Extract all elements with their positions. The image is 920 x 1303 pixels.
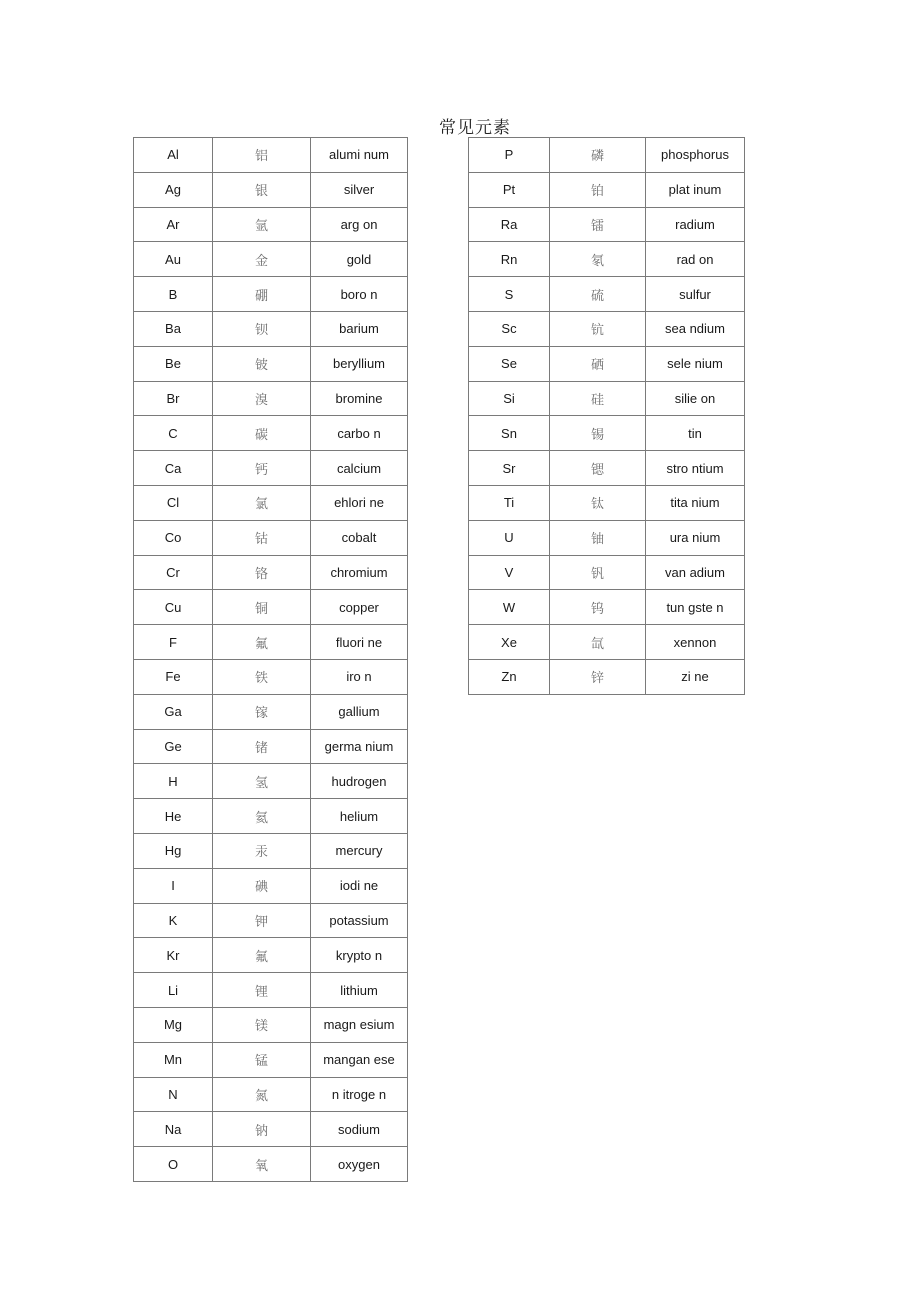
table-row xyxy=(134,1112,408,1147)
element-english-name: copper xyxy=(311,590,408,625)
element-symbol: Cl xyxy=(134,485,213,520)
element-chinese-name: 锰 xyxy=(213,1042,311,1077)
element-chinese-name: 铀 xyxy=(550,520,646,555)
table-row xyxy=(134,833,408,868)
element-symbol: U xyxy=(469,520,550,555)
element-symbol: Rn xyxy=(469,242,550,277)
element-symbol: K xyxy=(134,903,213,938)
table-row xyxy=(469,625,745,660)
element-chinese-name: 氧 xyxy=(213,1147,311,1182)
element-english-name: zi ne xyxy=(646,659,745,694)
element-chinese-name: 汞 xyxy=(213,833,311,868)
element-chinese-name: 溴 xyxy=(213,381,311,416)
element-chinese-name: 氮 xyxy=(213,1077,311,1112)
element-english-name: tun gste n xyxy=(646,590,745,625)
element-symbol: Ra xyxy=(469,207,550,242)
element-symbol: Au xyxy=(134,242,213,277)
table-row xyxy=(469,311,745,346)
element-english-name: ehlori ne xyxy=(311,485,408,520)
table-row xyxy=(134,590,408,625)
table-row xyxy=(134,416,408,451)
element-english-name: beryllium xyxy=(311,346,408,381)
element-english-name: silie on xyxy=(646,381,745,416)
element-symbol: Se xyxy=(469,346,550,381)
element-english-name: iro n xyxy=(311,659,408,694)
element-symbol: F xyxy=(134,625,213,660)
element-chinese-name: 钙 xyxy=(213,451,311,486)
element-symbol: Ga xyxy=(134,694,213,729)
table-row xyxy=(134,451,408,486)
element-symbol: B xyxy=(134,277,213,312)
element-english-name: barium xyxy=(311,311,408,346)
element-english-name: germa nium xyxy=(311,729,408,764)
elements-table-left-body xyxy=(134,138,408,1182)
element-english-name: gallium xyxy=(311,694,408,729)
element-symbol: Hg xyxy=(134,833,213,868)
element-chinese-name: 硒 xyxy=(550,346,646,381)
element-chinese-name: 镭 xyxy=(550,207,646,242)
element-symbol: P xyxy=(469,138,550,173)
element-symbol: Mn xyxy=(134,1042,213,1077)
element-symbol: Be xyxy=(134,346,213,381)
element-chinese-name: 锌 xyxy=(550,659,646,694)
element-chinese-name: 钠 xyxy=(213,1112,311,1147)
element-chinese-name: 银 xyxy=(213,172,311,207)
element-symbol: Ba xyxy=(134,311,213,346)
element-chinese-name: 锡 xyxy=(550,416,646,451)
element-symbol: I xyxy=(134,868,213,903)
element-symbol: Sn xyxy=(469,416,550,451)
element-english-name: stro ntium xyxy=(646,451,745,486)
element-chinese-name: 氩 xyxy=(213,207,311,242)
page-title: 常见元素 xyxy=(439,118,511,138)
element-symbol: W xyxy=(469,590,550,625)
element-symbol: S xyxy=(469,277,550,312)
element-english-name: carbo n xyxy=(311,416,408,451)
element-symbol: Xe xyxy=(469,625,550,660)
table-row xyxy=(134,346,408,381)
element-symbol: C xyxy=(134,416,213,451)
element-symbol: Ar xyxy=(134,207,213,242)
table-row xyxy=(134,242,408,277)
table-row xyxy=(469,520,745,555)
element-symbol: Ca xyxy=(134,451,213,486)
table-row xyxy=(134,1042,408,1077)
element-chinese-name: 锗 xyxy=(213,729,311,764)
element-english-name: boro n xyxy=(311,277,408,312)
table-row xyxy=(469,659,745,694)
table-row xyxy=(134,172,408,207)
element-english-name: potassium xyxy=(311,903,408,938)
element-english-name: helium xyxy=(311,799,408,834)
element-english-name: bromine xyxy=(311,381,408,416)
table-row xyxy=(134,799,408,834)
element-chinese-name: 钛 xyxy=(550,485,646,520)
table-row xyxy=(134,207,408,242)
element-chinese-name: 锂 xyxy=(213,973,311,1008)
element-english-name: lithium xyxy=(311,973,408,1008)
element-chinese-name: 氦 xyxy=(213,799,311,834)
element-symbol: Br xyxy=(134,381,213,416)
element-chinese-name: 钡 xyxy=(213,311,311,346)
element-chinese-name: 钴 xyxy=(213,520,311,555)
table-row xyxy=(134,1147,408,1182)
element-english-name: sea ndium xyxy=(646,311,745,346)
table-row xyxy=(134,520,408,555)
element-english-name: calcium xyxy=(311,451,408,486)
table-row xyxy=(134,625,408,660)
element-english-name: van adium xyxy=(646,555,745,590)
element-english-name: sele nium xyxy=(646,346,745,381)
table-row xyxy=(134,764,408,799)
element-english-name: arg on xyxy=(311,207,408,242)
element-chinese-name: 铁 xyxy=(213,659,311,694)
table-row xyxy=(469,590,745,625)
element-english-name: tita nium xyxy=(646,485,745,520)
table-row xyxy=(469,346,745,381)
element-english-name: oxygen xyxy=(311,1147,408,1182)
element-symbol: Co xyxy=(134,520,213,555)
element-symbol: Pt xyxy=(469,172,550,207)
element-symbol: Mg xyxy=(134,1007,213,1042)
element-symbol: Cu xyxy=(134,590,213,625)
element-english-name: mercury xyxy=(311,833,408,868)
element-english-name: chromium xyxy=(311,555,408,590)
table-row xyxy=(134,277,408,312)
element-english-name: plat inum xyxy=(646,172,745,207)
element-english-name: ura nium xyxy=(646,520,745,555)
element-symbol: Ag xyxy=(134,172,213,207)
element-english-name: sodium xyxy=(311,1112,408,1147)
element-chinese-name: 氟 xyxy=(213,938,311,973)
element-chinese-name: 铍 xyxy=(213,346,311,381)
table-row xyxy=(134,868,408,903)
element-chinese-name: 氙 xyxy=(550,625,646,660)
element-symbol: Ti xyxy=(469,485,550,520)
element-chinese-name: 氟 xyxy=(213,625,311,660)
element-chinese-name: 铬 xyxy=(213,555,311,590)
table-row xyxy=(134,694,408,729)
table-row xyxy=(469,451,745,486)
element-chinese-name: 钒 xyxy=(550,555,646,590)
element-english-name: xennon xyxy=(646,625,745,660)
element-symbol: Li xyxy=(134,973,213,1008)
element-english-name: hudrogen xyxy=(311,764,408,799)
element-english-name: alumi num xyxy=(311,138,408,173)
table-row xyxy=(134,311,408,346)
element-chinese-name: 金 xyxy=(213,242,311,277)
table-row xyxy=(134,1077,408,1112)
element-chinese-name: 碳 xyxy=(213,416,311,451)
element-english-name: rad on xyxy=(646,242,745,277)
table-row xyxy=(134,485,408,520)
element-chinese-name: 硅 xyxy=(550,381,646,416)
element-chinese-name: 锶 xyxy=(550,451,646,486)
element-english-name: krypto n xyxy=(311,938,408,973)
element-english-name: sulfur xyxy=(646,277,745,312)
table-row xyxy=(134,138,408,173)
elements-table-left xyxy=(133,137,408,1182)
element-symbol: H xyxy=(134,764,213,799)
table-row xyxy=(134,381,408,416)
element-chinese-name: 氢 xyxy=(213,764,311,799)
table-row xyxy=(469,416,745,451)
element-english-name: magn esium xyxy=(311,1007,408,1042)
table-row xyxy=(134,938,408,973)
element-symbol: V xyxy=(469,555,550,590)
table-row xyxy=(469,207,745,242)
table-row xyxy=(469,172,745,207)
element-symbol: Sr xyxy=(469,451,550,486)
elements-table-right xyxy=(468,137,745,695)
element-english-name: n itroge n xyxy=(311,1077,408,1112)
element-english-name: iodi ne xyxy=(311,868,408,903)
element-symbol: Zn xyxy=(469,659,550,694)
element-english-name: gold xyxy=(311,242,408,277)
table-row xyxy=(469,277,745,312)
element-symbol: Cr xyxy=(134,555,213,590)
element-symbol: Kr xyxy=(134,938,213,973)
element-symbol: Ge xyxy=(134,729,213,764)
element-chinese-name: 钪 xyxy=(550,311,646,346)
table-row xyxy=(469,381,745,416)
table-row xyxy=(469,555,745,590)
element-chinese-name: 氯 xyxy=(213,485,311,520)
element-english-name: mangan ese xyxy=(311,1042,408,1077)
table-row xyxy=(134,659,408,694)
element-english-name: silver xyxy=(311,172,408,207)
element-chinese-name: 铂 xyxy=(550,172,646,207)
element-english-name: tin xyxy=(646,416,745,451)
element-symbol: Si xyxy=(469,381,550,416)
table-row xyxy=(134,973,408,1008)
element-symbol: Al xyxy=(134,138,213,173)
table-row xyxy=(134,903,408,938)
element-english-name: fluori ne xyxy=(311,625,408,660)
element-chinese-name: 铜 xyxy=(213,590,311,625)
table-row xyxy=(134,729,408,764)
element-chinese-name: 磷 xyxy=(550,138,646,173)
element-chinese-name: 硼 xyxy=(213,277,311,312)
element-chinese-name: 碘 xyxy=(213,868,311,903)
element-chinese-name: 铝 xyxy=(213,138,311,173)
table-row xyxy=(134,1007,408,1042)
elements-table-right-body xyxy=(469,138,745,695)
element-chinese-name: 氡 xyxy=(550,242,646,277)
element-english-name: radium xyxy=(646,207,745,242)
element-symbol: N xyxy=(134,1077,213,1112)
element-chinese-name: 镓 xyxy=(213,694,311,729)
element-symbol: Fe xyxy=(134,659,213,694)
element-symbol: O xyxy=(134,1147,213,1182)
element-chinese-name: 钾 xyxy=(213,903,311,938)
element-chinese-name: 镁 xyxy=(213,1007,311,1042)
element-symbol: Sc xyxy=(469,311,550,346)
table-row xyxy=(469,485,745,520)
table-row xyxy=(134,555,408,590)
element-chinese-name: 钨 xyxy=(550,590,646,625)
element-symbol: Na xyxy=(134,1112,213,1147)
table-row xyxy=(469,138,745,173)
table-row xyxy=(469,242,745,277)
element-symbol: He xyxy=(134,799,213,834)
element-english-name: phosphorus xyxy=(646,138,745,173)
element-english-name: cobalt xyxy=(311,520,408,555)
element-chinese-name: 硫 xyxy=(550,277,646,312)
